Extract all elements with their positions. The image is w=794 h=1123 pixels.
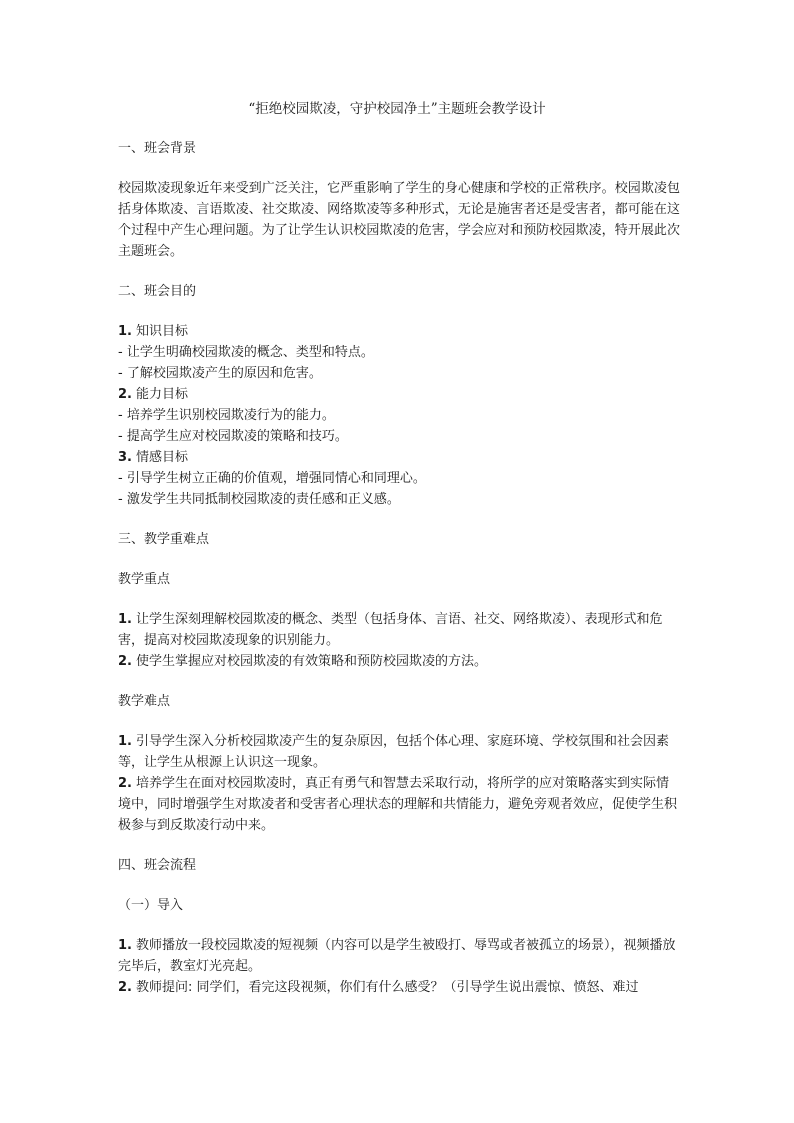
list-number: 3.: [118, 450, 132, 465]
section-heading-key-points: 三、教学重难点: [118, 532, 210, 547]
section-heading-process: 四、班会流程: [118, 858, 197, 873]
document-title: “拒绝校园欺凌，守护校园净土”主题班会教学设计: [248, 101, 546, 117]
list-item: [118, 773, 680, 836]
list-number: 1.: [118, 324, 132, 339]
goal-title: 能力目标: [135, 387, 188, 402]
list-number: 1.: [118, 734, 132, 749]
list-number: 1.: [118, 938, 132, 953]
list-item: - 培养学生识别校园欺凌行为的能力。: [118, 408, 335, 423]
list-item: - 引导学生树立正确的价值观，增强同情心和同理心。: [118, 471, 426, 486]
list-item: - 了解校园欺凌产生的原因和危害。: [118, 366, 322, 381]
goal-title: 情感目标: [135, 450, 188, 465]
list-number: 2.: [118, 980, 132, 995]
list-item-text: 教师播放一段校园欺凌的短视频（内容可以是学生被殴打、辱骂或者被孤立的场景），视频播放完毕后，教室灯光亮起。: [118, 938, 676, 974]
focus-list: [118, 609, 680, 672]
goals-list: [118, 321, 680, 510]
list-item-text: 使学生掌握应对校园欺凌的有效策略和预防校园欺凌的方法。: [135, 654, 487, 669]
list-item: [118, 731, 680, 773]
document-body: [118, 138, 680, 1017]
list-item: - 让学生明确校园欺凌的概念、类型和特点。: [118, 345, 374, 360]
goal-knowledge-title: [118, 321, 680, 342]
goal-ability-title: [118, 384, 680, 405]
list-item-text: 教师提问: 同学们，看完这段视频，你们有什么感受？（引导学生说出震惊、愤怒、难过: [135, 980, 639, 995]
list-item: [118, 935, 680, 977]
list-item-text: 培养学生在面对校园欺凌时，真正有勇气和智慧去采取行动，将所学的应对策略落实到实际情境中，同时增强学生对欺凌者和受害者心理状态的理解和共情能力，避免旁观者效应，促使学生积极参与到反欺凌行动中来。: [118, 776, 678, 833]
subheading-difficulty: 教学难点: [118, 694, 171, 709]
list-item: [118, 977, 680, 998]
list-item-text: 引导学生深入分析校园欺凌产生的复杂原因，包括个体心理、家庭环境、学校氛围和社会因素等，让学生从根源上认识这一现象。: [118, 734, 669, 770]
process-steps: [118, 935, 680, 998]
list-item: - 激发学生共同抵制校园欺凌的责任感和正义感。: [118, 492, 400, 507]
difficulty-list: [118, 731, 680, 836]
list-number: 1.: [118, 612, 132, 627]
section-heading-background: 一、班会背景: [118, 141, 197, 156]
list-item: [118, 651, 680, 672]
list-number: 2.: [118, 387, 132, 402]
list-number: 2.: [118, 776, 132, 791]
goal-title: 知识目标: [135, 324, 188, 339]
list-item: - 提高学生应对校园欺凌的策略和技巧。: [118, 429, 348, 444]
list-item: [118, 609, 680, 651]
subheading-focus: 教学重点: [118, 572, 171, 587]
subheading-intro: （一）导入: [118, 898, 184, 913]
background-paragraph: 校园欺凌现象近年来受到广泛关注，它严重影响了学生的身心健康和学校的正常秩序。校园欺凌包括身体欺凌、言语欺凌、社交欺凌、网络欺凌等多种形式，无论是施害者还是受害者，都可能在这个过程中产生心理问题。为了让学生认识校园欺凌的危害，学会应对和预防校园欺凌，特开展此次主题班会。: [118, 181, 680, 259]
goal-emotion-title: [118, 447, 680, 468]
list-number: 2.: [118, 654, 132, 669]
section-heading-goals: 二、班会目的: [118, 284, 197, 299]
list-item-text: 让学生深刻理解校园欺凌的概念、类型（包括身体、言语、社交、网络欺凌）、表现形式和危害，提高对校园欺凌现象的识别能力。: [118, 612, 663, 648]
